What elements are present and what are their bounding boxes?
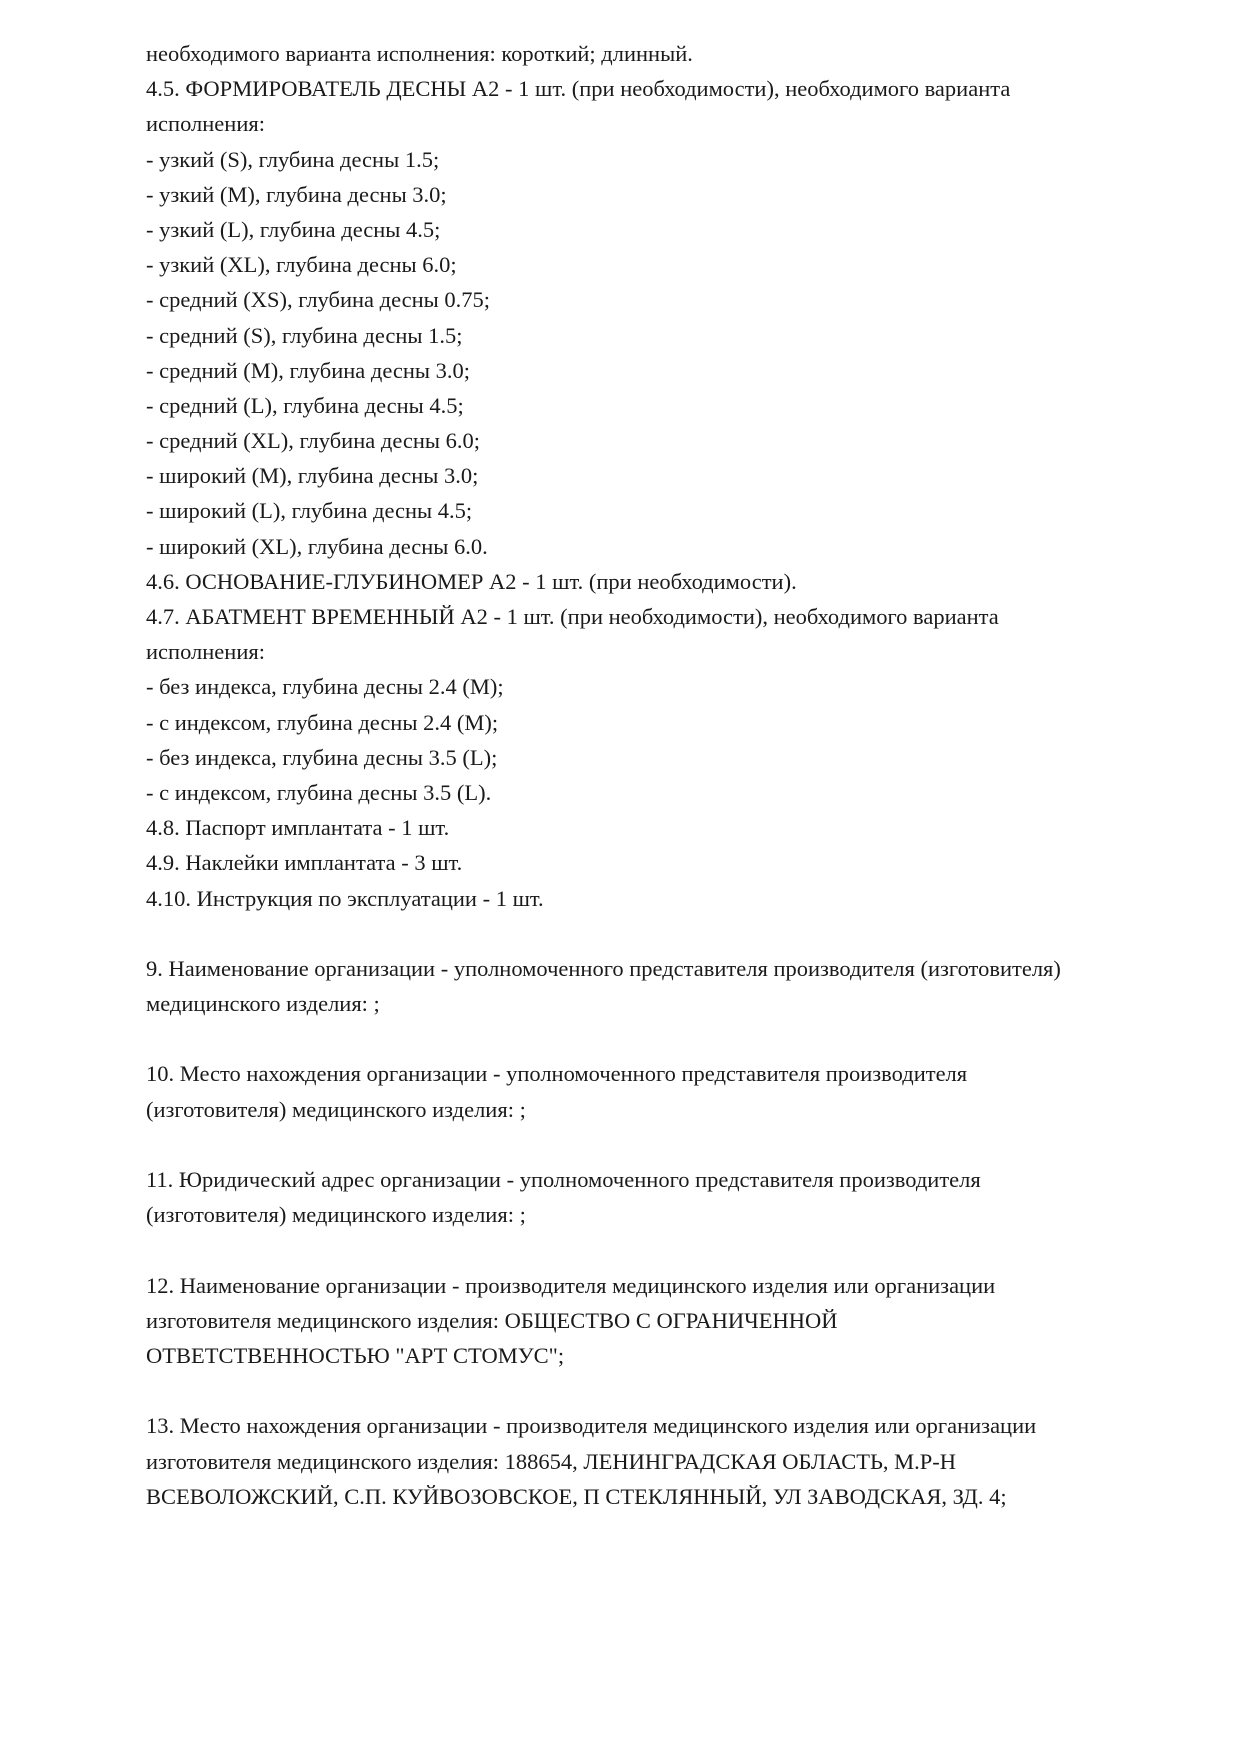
section-13-manufacturer-location	[146, 1408, 1206, 1514]
section-11-representative-legal-address	[146, 1162, 1206, 1232]
list-item: - средний (L), глубина десны 4.5;	[146, 392, 464, 418]
list-item: - средний (M), глубина десны 3.0;	[146, 357, 471, 383]
section-12-line: изготовителя медицинского изделия: ОБЩЕСТВО С ОГРАНИЧЕННОЙ	[146, 1307, 838, 1333]
continuation-line: необходимого варианта исполнения: короткий; длинный.	[146, 41, 693, 66]
section-11-line: (изготовителя) медицинского изделия: ;	[146, 1202, 526, 1228]
section-9-line: медицинского изделия: ;	[146, 991, 380, 1017]
item-4-7-heading: 4.7. АБАТМЕНТ ВРЕМЕННЫЙ А2 - 1 шт. (при необходимости), необходимого варианта	[146, 604, 999, 629]
spacer	[146, 1021, 1206, 1056]
document-page	[146, 36, 1206, 1514]
section-10-representative-location	[146, 1056, 1206, 1126]
list-item: - средний (XL), глубина десны 6.0;	[146, 428, 481, 454]
list-item: - без индекса, глубина десны 3.5 (L);	[146, 744, 498, 770]
list-item: - узкий (M), глубина десны 3.0;	[146, 181, 447, 207]
list-item: - узкий (S), глубина десны 1.5;	[146, 146, 440, 172]
list-item: - без индекса, глубина десны 2.4 (M);	[146, 674, 504, 700]
list-item: - широкий (M), глубина десны 3.0;	[146, 463, 479, 489]
section-10-line: (изготовителя) медицинского изделия: ;	[146, 1096, 526, 1122]
item-4-5-gum-former	[146, 71, 1206, 564]
section-10-line: 10. Место нахождения организации - уполномоченного представителя производителя	[146, 1061, 968, 1087]
spacer	[146, 1373, 1206, 1408]
spacer	[146, 916, 1206, 951]
item-4-10-instructions: 4.10. Инструкция по эксплуатации - 1 шт.	[146, 885, 544, 911]
section-12-line: ОТВЕТСТВЕННОСТЬЮ "АРТ СТОМУС";	[146, 1342, 565, 1368]
section-9-representative-name	[146, 951, 1206, 1021]
item-4-7-heading-cont: исполнения:	[146, 639, 265, 665]
item-4-9-stickers: 4.9. Наклейки имплантата - 3 шт.	[146, 850, 463, 876]
spacer	[146, 1232, 1206, 1267]
list-item: - с индексом, глубина десны 3.5 (L).	[146, 779, 492, 805]
spacer	[146, 1127, 1206, 1162]
section-12-line: 12. Наименование организации - производителя медицинского изделия или организации	[146, 1272, 996, 1298]
list-item: - широкий (XL), глубина десны 6.0.	[146, 533, 488, 559]
section-12-manufacturer-name	[146, 1268, 1206, 1374]
section-11-line: 11. Юридический адрес организации - уполномоченного представителя производителя	[146, 1167, 981, 1192]
section-13-line: 13. Место нахождения организации - производителя медицинского изделия или организации	[146, 1413, 1037, 1439]
list-item: - средний (S), глубина десны 1.5;	[146, 322, 463, 348]
section-9-line: 9. Наименование организации - уполномоченного представителя производителя (изготовителя)	[146, 955, 1061, 981]
item-4-5-heading-cont: исполнения:	[146, 111, 265, 137]
list-item: - узкий (XL), глубина десны 6.0;	[146, 252, 457, 278]
list-item: - узкий (L), глубина десны 4.5;	[146, 216, 441, 242]
list-item: - широкий (L), глубина десны 4.5;	[146, 498, 473, 524]
item-4-8-passport: 4.8. Паспорт имплантата - 1 шт.	[146, 815, 450, 841]
item-4-5-heading: 4.5. ФОРМИРОВАТЕЛЬ ДЕСНЫ А2 - 1 шт. (при необходимости), необходимого варианта	[146, 76, 1011, 102]
section-13-line: ВСЕВОЛОЖСКИЙ, С.П. КУЙВОЗОВСКОЕ, П СТЕКЛЯННЫЙ, УЛ ЗАВОДСКАЯ, ЗД. 4;	[146, 1483, 1007, 1509]
list-item: - средний (XS), глубина десны 0.75;	[146, 287, 491, 313]
item-4-7-temporary-abutment	[146, 599, 1206, 810]
section-13-line: изготовителя медицинского изделия: 188654, ЛЕНИНГРАДСКАЯ ОБЛАСТЬ, М.Р-Н	[146, 1448, 957, 1474]
item-4-6-depth-gauge-base: 4.6. ОСНОВАНИЕ-ГЛУБИНОМЕР А2 - 1 шт. (при необходимости).	[146, 568, 797, 594]
list-item: - с индексом, глубина десны 2.4 (M);	[146, 709, 499, 735]
